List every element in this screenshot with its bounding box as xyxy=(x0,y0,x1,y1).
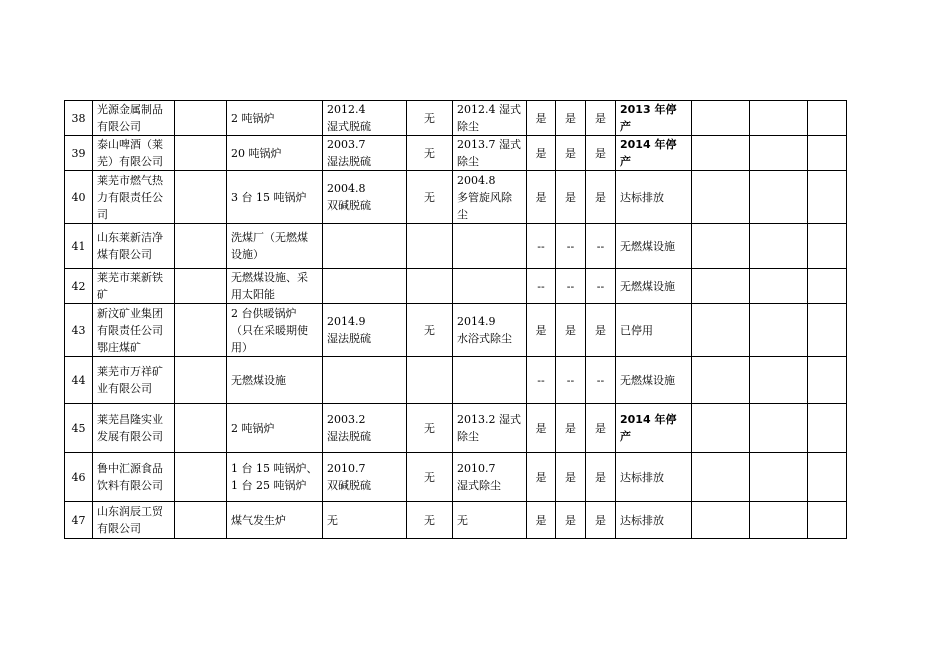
extra-cell-3 xyxy=(808,136,847,171)
extra-cell-3 xyxy=(808,171,847,224)
row-number: 42 xyxy=(65,269,93,304)
status-cell: 已停用 xyxy=(616,304,692,357)
row-number: 46 xyxy=(65,453,93,502)
extra-cell-1 xyxy=(692,136,750,171)
extra-cell-3 xyxy=(808,357,847,404)
denitrification xyxy=(407,357,453,404)
desulfurization: 2004.8 双碱脱硫 xyxy=(323,171,407,224)
blank-cell xyxy=(175,502,227,539)
check-1: 是 xyxy=(527,101,556,136)
row-number: 47 xyxy=(65,502,93,539)
status-cell: 2013 年停产 xyxy=(616,101,692,136)
extra-cell-3 xyxy=(808,502,847,539)
check-2: -- xyxy=(556,224,586,269)
dust-removal xyxy=(453,269,527,304)
denitrification: 无 xyxy=(407,101,453,136)
extra-cell-2 xyxy=(750,269,808,304)
table-row xyxy=(65,101,847,136)
table-row xyxy=(65,269,847,304)
extra-cell-1 xyxy=(692,304,750,357)
status-cell: 达标排放 xyxy=(616,171,692,224)
extra-cell-2 xyxy=(750,304,808,357)
extra-cell-3 xyxy=(808,224,847,269)
denitrification xyxy=(407,224,453,269)
check-1: -- xyxy=(527,269,556,304)
status-cell: 达标排放 xyxy=(616,453,692,502)
check-3: 是 xyxy=(586,404,616,453)
status-cell: 2014 年停产 xyxy=(616,136,692,171)
company-name: 莱芜市燃气热力有限责任公司 xyxy=(93,171,175,224)
extra-cell-1 xyxy=(692,171,750,224)
table-row xyxy=(65,304,847,357)
check-2: 是 xyxy=(556,404,586,453)
facility-table xyxy=(64,100,847,539)
check-1: 是 xyxy=(527,453,556,502)
check-2: -- xyxy=(556,357,586,404)
check-3: 是 xyxy=(586,171,616,224)
row-number: 45 xyxy=(65,404,93,453)
company-name: 莱芜昌隆实业发展有限公司 xyxy=(93,404,175,453)
table-row xyxy=(65,453,847,502)
desulfurization xyxy=(323,357,407,404)
blank-cell xyxy=(175,453,227,502)
denitrification: 无 xyxy=(407,304,453,357)
denitrification xyxy=(407,269,453,304)
extra-cell-3 xyxy=(808,453,847,502)
dust-removal: 2013.2 湿式除尘 xyxy=(453,404,527,453)
denitrification: 无 xyxy=(407,404,453,453)
company-name: 鲁中汇源食品饮料有限公司 xyxy=(93,453,175,502)
desulfurization xyxy=(323,269,407,304)
extra-cell-1 xyxy=(692,453,750,502)
desulfurization: 2003.2 湿法脱硫 xyxy=(323,404,407,453)
dust-removal: 2012.4 湿式除尘 xyxy=(453,101,527,136)
boiler-info: 2 吨锅炉 xyxy=(227,404,323,453)
blank-cell xyxy=(175,304,227,357)
company-name: 新汶矿业集团有限责任公司鄂庄煤矿 xyxy=(93,304,175,357)
table-row xyxy=(65,224,847,269)
table-row xyxy=(65,502,847,539)
check-3: 是 xyxy=(586,304,616,357)
check-2: 是 xyxy=(556,101,586,136)
check-3: -- xyxy=(586,224,616,269)
boiler-info: 洗煤厂（无燃煤设施） xyxy=(227,224,323,269)
company-name: 泰山啤酒（莱芜）有限公司 xyxy=(93,136,175,171)
desulfurization: 2003.7 湿法脱硫 xyxy=(323,136,407,171)
denitrification: 无 xyxy=(407,502,453,539)
blank-cell xyxy=(175,171,227,224)
row-number: 39 xyxy=(65,136,93,171)
denitrification: 无 xyxy=(407,171,453,224)
boiler-info: 3 台 15 吨锅炉 xyxy=(227,171,323,224)
check-3: 是 xyxy=(586,502,616,539)
check-1: 是 xyxy=(527,404,556,453)
check-2: -- xyxy=(556,269,586,304)
table-body xyxy=(65,101,847,539)
check-1: -- xyxy=(527,224,556,269)
extra-cell-3 xyxy=(808,269,847,304)
extra-cell-1 xyxy=(692,101,750,136)
check-3: -- xyxy=(586,357,616,404)
extra-cell-2 xyxy=(750,171,808,224)
boiler-info: 20 吨锅炉 xyxy=(227,136,323,171)
check-1: 是 xyxy=(527,502,556,539)
extra-cell-1 xyxy=(692,502,750,539)
blank-cell xyxy=(175,357,227,404)
desulfurization xyxy=(323,224,407,269)
boiler-info: 煤气发生炉 xyxy=(227,502,323,539)
check-1: 是 xyxy=(527,136,556,171)
denitrification: 无 xyxy=(407,136,453,171)
blank-cell xyxy=(175,224,227,269)
boiler-info: 2 台供暖锅炉（只在采暖期使用） xyxy=(227,304,323,357)
blank-cell xyxy=(175,101,227,136)
status-cell: 无燃煤设施 xyxy=(616,357,692,404)
row-number: 40 xyxy=(65,171,93,224)
extra-cell-2 xyxy=(750,404,808,453)
blank-cell xyxy=(175,404,227,453)
row-number: 38 xyxy=(65,101,93,136)
check-2: 是 xyxy=(556,171,586,224)
company-name: 莱芜市莱新铁矿 xyxy=(93,269,175,304)
extra-cell-1 xyxy=(692,357,750,404)
boiler-info: 无燃煤设施、采用太阳能 xyxy=(227,269,323,304)
extra-cell-2 xyxy=(750,224,808,269)
status-cell: 无燃煤设施 xyxy=(616,224,692,269)
check-3: -- xyxy=(586,269,616,304)
company-name: 山东莱新洁净煤有限公司 xyxy=(93,224,175,269)
extra-cell-2 xyxy=(750,502,808,539)
dust-removal xyxy=(453,224,527,269)
table-row xyxy=(65,171,847,224)
dust-removal: 2010.7 湿式除尘 xyxy=(453,453,527,502)
status-cell: 达标排放 xyxy=(616,502,692,539)
desulfurization: 2014.9 湿法脱硫 xyxy=(323,304,407,357)
table-row xyxy=(65,136,847,171)
extra-cell-1 xyxy=(692,404,750,453)
dust-removal: 无 xyxy=(453,502,527,539)
denitrification: 无 xyxy=(407,453,453,502)
company-name: 光源金属制品有限公司 xyxy=(93,101,175,136)
dust-removal: 2004.8 多管旋风除尘 xyxy=(453,171,527,224)
extra-cell-2 xyxy=(750,453,808,502)
boiler-info: 无燃煤设施 xyxy=(227,357,323,404)
extra-cell-2 xyxy=(750,357,808,404)
extra-cell-3 xyxy=(808,101,847,136)
blank-cell xyxy=(175,269,227,304)
dust-removal xyxy=(453,357,527,404)
boiler-info: 2 吨锅炉 xyxy=(227,101,323,136)
extra-cell-3 xyxy=(808,304,847,357)
check-2: 是 xyxy=(556,304,586,357)
extra-cell-3 xyxy=(808,404,847,453)
desulfurization: 2010.7 双碱脱硫 xyxy=(323,453,407,502)
check-1: 是 xyxy=(527,304,556,357)
check-3: 是 xyxy=(586,453,616,502)
company-name: 莱芜市万祥矿业有限公司 xyxy=(93,357,175,404)
check-1: 是 xyxy=(527,171,556,224)
check-2: 是 xyxy=(556,502,586,539)
row-number: 43 xyxy=(65,304,93,357)
extra-cell-2 xyxy=(750,101,808,136)
extra-cell-1 xyxy=(692,269,750,304)
check-2: 是 xyxy=(556,136,586,171)
desulfurization: 无 xyxy=(323,502,407,539)
row-number: 41 xyxy=(65,224,93,269)
table-row xyxy=(65,357,847,404)
status-cell: 无燃煤设施 xyxy=(616,269,692,304)
blank-cell xyxy=(175,136,227,171)
company-name: 山东润辰工贸有限公司 xyxy=(93,502,175,539)
extra-cell-1 xyxy=(692,224,750,269)
check-3: 是 xyxy=(586,136,616,171)
status-cell: 2014 年停产 xyxy=(616,404,692,453)
extra-cell-2 xyxy=(750,136,808,171)
check-1: -- xyxy=(527,357,556,404)
check-2: 是 xyxy=(556,453,586,502)
boiler-info: 1 台 15 吨锅炉、1 台 25 吨锅炉 xyxy=(227,453,323,502)
row-number: 44 xyxy=(65,357,93,404)
dust-removal: 2014.9 水浴式除尘 xyxy=(453,304,527,357)
dust-removal: 2013.7 湿式除尘 xyxy=(453,136,527,171)
check-3: 是 xyxy=(586,101,616,136)
desulfurization: 2012.4 湿式脱硫 xyxy=(323,101,407,136)
table-row xyxy=(65,404,847,453)
